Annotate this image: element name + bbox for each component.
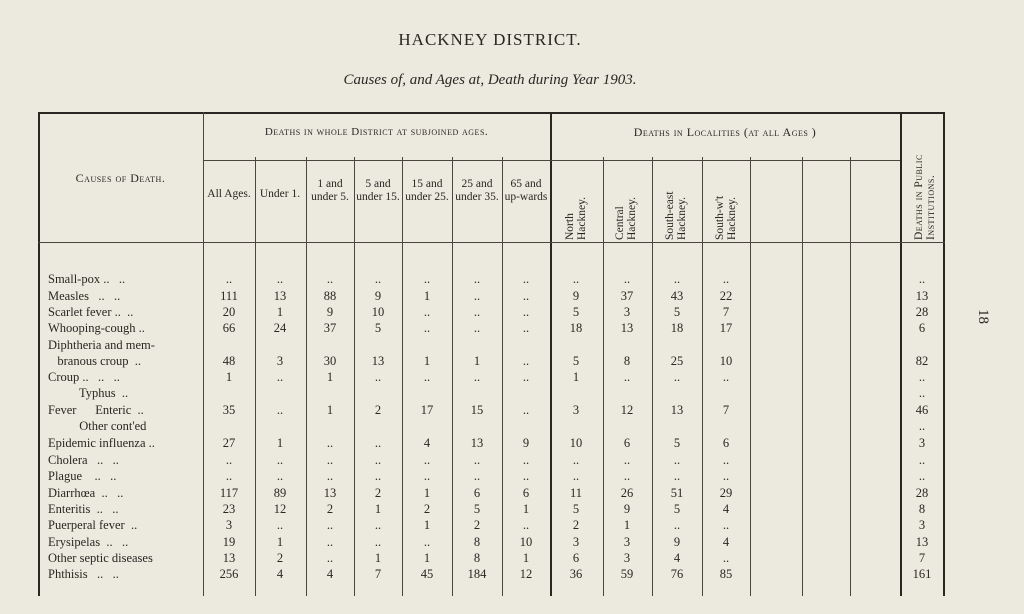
cell-value: .. bbox=[673, 453, 681, 467]
cause-label: Erysipelas .. .. bbox=[48, 535, 129, 549]
cell-value: .. bbox=[673, 272, 681, 286]
cell-value: 13 bbox=[470, 436, 484, 450]
cell-value: 1 bbox=[374, 551, 382, 565]
cell-value: 13 bbox=[620, 321, 634, 335]
table-row bbox=[38, 354, 945, 369]
cell-value: 2 bbox=[374, 486, 382, 500]
cell-value: .. bbox=[423, 321, 431, 335]
cell-value: 46 bbox=[915, 403, 929, 417]
cell-value: .. bbox=[722, 272, 730, 286]
age-header-5to15: 5 and under 15. bbox=[356, 178, 400, 203]
cell-value: .. bbox=[473, 453, 481, 467]
cell-value: .. bbox=[374, 535, 382, 549]
cell-value: .. bbox=[522, 403, 530, 417]
cause-label: branous croup .. bbox=[48, 354, 142, 368]
age-header-25to35: 25 and under 35. bbox=[455, 178, 499, 203]
cell-value: 82 bbox=[915, 354, 929, 368]
table-row bbox=[38, 386, 945, 401]
cell-value: .. bbox=[473, 370, 481, 384]
cell-value: 22 bbox=[719, 289, 733, 303]
cell-value: 4 bbox=[326, 567, 334, 581]
cell-value: 5 bbox=[572, 305, 580, 319]
cell-value: 13 bbox=[915, 289, 929, 303]
cell-value: 3 bbox=[572, 535, 580, 549]
cell-value: 6 bbox=[473, 486, 481, 500]
cell-value: .. bbox=[225, 453, 233, 467]
cell-value: 2 bbox=[326, 502, 334, 516]
cell-value: 1 bbox=[572, 370, 580, 384]
cell-value: .. bbox=[374, 518, 382, 532]
cell-value: 3 bbox=[225, 518, 233, 532]
cell-value: 1 bbox=[423, 518, 431, 532]
cell-value: 1 bbox=[473, 354, 481, 368]
cell-value: 1 bbox=[423, 486, 431, 500]
cell-value: .. bbox=[423, 305, 431, 319]
cell-value: 85 bbox=[719, 567, 733, 581]
cell-value: 51 bbox=[670, 486, 684, 500]
cell-value: 8 bbox=[623, 354, 631, 368]
cell-value: 24 bbox=[273, 321, 287, 335]
cause-label: Puerperal fever .. bbox=[48, 518, 138, 532]
cell-value: .. bbox=[423, 370, 431, 384]
cell-value: 2 bbox=[572, 518, 580, 532]
cell-value: .. bbox=[473, 305, 481, 319]
cell-value: .. bbox=[276, 469, 284, 483]
cell-value: .. bbox=[623, 370, 631, 384]
cell-value: .. bbox=[522, 272, 530, 286]
cell-value: .. bbox=[623, 272, 631, 286]
cell-value: .. bbox=[673, 469, 681, 483]
cell-value: 13 bbox=[670, 403, 684, 417]
cell-value: 9 bbox=[326, 305, 334, 319]
cell-value: 23 bbox=[222, 502, 236, 516]
cell-value: 7 bbox=[722, 305, 730, 319]
cell-value: 3 bbox=[918, 436, 926, 450]
table-row bbox=[38, 305, 945, 320]
cell-value: 3 bbox=[623, 535, 631, 549]
cause-label: Other septic diseases bbox=[48, 551, 153, 565]
cell-value: .. bbox=[722, 370, 730, 384]
cell-value: .. bbox=[522, 354, 530, 368]
cell-value: 2 bbox=[473, 518, 481, 532]
cell-value: .. bbox=[673, 370, 681, 384]
cell-value: 111 bbox=[220, 289, 238, 303]
locality-header-north: North Hackney. bbox=[564, 197, 588, 240]
cell-value: 6 bbox=[918, 321, 926, 335]
table-row bbox=[38, 403, 945, 418]
cell-value: 256 bbox=[219, 567, 239, 581]
cell-value: 19 bbox=[222, 535, 236, 549]
cell-value: 29 bbox=[719, 486, 733, 500]
cell-value: 76 bbox=[670, 567, 684, 581]
cell-value: 1 bbox=[522, 551, 530, 565]
cause-label: Epidemic influenza .. bbox=[48, 436, 155, 450]
cell-value: 1 bbox=[276, 305, 284, 319]
cell-value: 25 bbox=[670, 354, 684, 368]
cause-label: Other cont'ed bbox=[48, 419, 147, 433]
cell-value: .. bbox=[918, 419, 926, 433]
cell-value: 30 bbox=[323, 354, 337, 368]
cell-value: .. bbox=[473, 272, 481, 286]
cell-value: .. bbox=[473, 469, 481, 483]
cause-label: Cholera .. .. bbox=[48, 453, 119, 467]
table-row bbox=[38, 486, 945, 501]
cell-value: .. bbox=[326, 469, 334, 483]
cell-value: 89 bbox=[273, 486, 287, 500]
cell-value: 88 bbox=[323, 289, 337, 303]
cell-value: 161 bbox=[912, 567, 932, 581]
cause-label: Diphtheria and mem- bbox=[48, 338, 155, 352]
table-row bbox=[38, 469, 945, 484]
header-rule bbox=[550, 160, 900, 161]
cell-value: 1 bbox=[276, 535, 284, 549]
page-subtitle: Causes of, and Ages at, Death during Year 1903. bbox=[343, 72, 637, 88]
cell-value: .. bbox=[918, 453, 926, 467]
cell-value: 4 bbox=[276, 567, 284, 581]
cell-value: 2 bbox=[276, 551, 284, 565]
cell-value: 18 bbox=[569, 321, 583, 335]
cell-value: 8 bbox=[918, 502, 926, 516]
cell-value: 1 bbox=[326, 403, 334, 417]
cell-value: 17 bbox=[420, 403, 434, 417]
cell-value: 9 bbox=[572, 289, 580, 303]
cell-value: .. bbox=[522, 305, 530, 319]
cell-value: 6 bbox=[522, 486, 530, 500]
cell-value: .. bbox=[326, 518, 334, 532]
cell-value: 59 bbox=[620, 567, 634, 581]
cell-value: 117 bbox=[219, 486, 239, 500]
cause-label: Measles .. .. bbox=[48, 289, 121, 303]
cell-value: 12 bbox=[273, 502, 287, 516]
page-title: HACKNEY DISTRICT. bbox=[398, 30, 582, 49]
age-header-65up: 65 and up-wards bbox=[504, 178, 548, 203]
table-row bbox=[38, 535, 945, 550]
cause-label: Scarlet fever .. .. bbox=[48, 305, 134, 319]
cell-value: 5 bbox=[572, 354, 580, 368]
cell-value: 6 bbox=[623, 436, 631, 450]
cause-label: Enteritis .. .. bbox=[48, 502, 119, 516]
cell-value: .. bbox=[572, 272, 580, 286]
cell-value: 13 bbox=[222, 551, 236, 565]
mortality-table bbox=[38, 112, 945, 596]
cause-label: Plague .. .. bbox=[48, 469, 117, 483]
table-row bbox=[38, 289, 945, 304]
cause-label: Croup .. .. .. bbox=[48, 370, 120, 384]
cell-value: .. bbox=[572, 453, 580, 467]
cell-value: .. bbox=[326, 535, 334, 549]
cell-value: .. bbox=[374, 436, 382, 450]
cause-label: Fever Enteric .. bbox=[48, 403, 144, 417]
cell-value: .. bbox=[722, 551, 730, 565]
cell-value: 4 bbox=[673, 551, 681, 565]
cell-value: 37 bbox=[323, 321, 337, 335]
cell-value: 8 bbox=[473, 535, 481, 549]
cell-value: 5 bbox=[673, 305, 681, 319]
cell-value: .. bbox=[473, 321, 481, 335]
cell-value: 9 bbox=[522, 436, 530, 450]
page-number: 18 bbox=[975, 309, 991, 324]
cell-value: 5 bbox=[673, 502, 681, 516]
age-header-15to25: 15 and under 25. bbox=[405, 178, 449, 203]
cell-value: 37 bbox=[620, 289, 634, 303]
cell-value: .. bbox=[423, 272, 431, 286]
cell-value: .. bbox=[276, 518, 284, 532]
cell-value: .. bbox=[522, 453, 530, 467]
cell-value: .. bbox=[522, 518, 530, 532]
table-row bbox=[38, 502, 945, 517]
cell-value: 18 bbox=[670, 321, 684, 335]
causes-header: Causes of Death. bbox=[75, 171, 166, 185]
cell-value: 1 bbox=[326, 370, 334, 384]
localities-header: Deaths in Localities (at all Ages ) bbox=[633, 125, 817, 139]
cell-value: .. bbox=[522, 321, 530, 335]
cell-value: .. bbox=[522, 370, 530, 384]
cell-value: .. bbox=[326, 551, 334, 565]
cell-value: .. bbox=[423, 469, 431, 483]
cell-value: 36 bbox=[569, 567, 583, 581]
cell-value: 7 bbox=[374, 567, 382, 581]
cell-value: 4 bbox=[722, 535, 730, 549]
cell-value: 5 bbox=[374, 321, 382, 335]
table-row bbox=[38, 338, 945, 353]
cell-value: 4 bbox=[722, 502, 730, 516]
cell-value: 184 bbox=[467, 567, 487, 581]
cell-value: 3 bbox=[623, 305, 631, 319]
cell-value: .. bbox=[473, 289, 481, 303]
cell-value: .. bbox=[326, 272, 334, 286]
locality-header-southwest: South-w't Hackney. bbox=[714, 195, 738, 240]
cell-value: .. bbox=[623, 453, 631, 467]
cell-value: .. bbox=[225, 272, 233, 286]
cell-value: .. bbox=[276, 453, 284, 467]
cell-value: .. bbox=[374, 370, 382, 384]
age-header-1to5: 1 and under 5. bbox=[311, 178, 349, 203]
cell-value: 28 bbox=[915, 305, 929, 319]
cell-value: 1 bbox=[374, 502, 382, 516]
cell-value: 28 bbox=[915, 486, 929, 500]
cell-value: 35 bbox=[222, 403, 236, 417]
cause-label: Typhus .. bbox=[48, 386, 129, 400]
cause-label: Small-pox .. .. bbox=[48, 272, 126, 286]
cell-value: .. bbox=[276, 272, 284, 286]
cell-value: 10 bbox=[719, 354, 733, 368]
age-header-under1: Under 1. bbox=[259, 188, 301, 200]
cause-label: Whooping-cough .. bbox=[48, 321, 145, 335]
cell-value: 43 bbox=[670, 289, 684, 303]
cell-value: 11 bbox=[569, 486, 583, 500]
table-row bbox=[38, 370, 945, 385]
locality-header-central: Central Hackney. bbox=[614, 197, 638, 240]
cell-value: 5 bbox=[572, 502, 580, 516]
cell-value: 9 bbox=[623, 502, 631, 516]
table-top-rule bbox=[38, 112, 945, 114]
cell-value: 1 bbox=[276, 436, 284, 450]
cell-value: .. bbox=[374, 469, 382, 483]
cell-value: 15 bbox=[470, 403, 484, 417]
cell-value: .. bbox=[225, 469, 233, 483]
cell-value: 9 bbox=[374, 289, 382, 303]
cell-value: 1 bbox=[225, 370, 233, 384]
cell-value: 7 bbox=[918, 551, 926, 565]
cell-value: .. bbox=[423, 453, 431, 467]
cell-value: 12 bbox=[519, 567, 533, 581]
cell-value: .. bbox=[522, 289, 530, 303]
cell-value: 1 bbox=[423, 289, 431, 303]
cell-value: 20 bbox=[222, 305, 236, 319]
cause-label: Diarrhœa .. .. bbox=[48, 486, 124, 500]
locality-header-southeast: South-east Hackney. bbox=[664, 191, 688, 240]
cell-value: .. bbox=[276, 403, 284, 417]
age-header-all: All Ages. bbox=[207, 188, 251, 200]
cell-value: .. bbox=[722, 518, 730, 532]
cell-value: 4 bbox=[423, 436, 431, 450]
cell-value: 6 bbox=[572, 551, 580, 565]
cell-value: 13 bbox=[323, 486, 337, 500]
cell-value: 45 bbox=[420, 567, 434, 581]
header-rule bbox=[203, 160, 550, 161]
table-row bbox=[38, 567, 945, 582]
whole-district-header: Deaths in whole District at subjoined ages. bbox=[264, 126, 489, 138]
cell-value: .. bbox=[374, 453, 382, 467]
cell-value: 8 bbox=[473, 551, 481, 565]
cell-value: 48 bbox=[222, 354, 236, 368]
cell-value: 2 bbox=[423, 502, 431, 516]
cell-value: 17 bbox=[719, 321, 733, 335]
cell-value: 1 bbox=[522, 502, 530, 516]
cell-value: 7 bbox=[722, 403, 730, 417]
cell-value: 26 bbox=[620, 486, 634, 500]
table-row bbox=[38, 419, 945, 434]
cell-value: 12 bbox=[620, 403, 634, 417]
cell-value: 10 bbox=[519, 535, 533, 549]
cell-value: 3 bbox=[623, 551, 631, 565]
cell-value: 13 bbox=[915, 535, 929, 549]
table-row bbox=[38, 518, 945, 533]
cell-value: .. bbox=[326, 453, 334, 467]
cell-value: 66 bbox=[222, 321, 236, 335]
cell-value: .. bbox=[326, 436, 334, 450]
cell-value: 2 bbox=[374, 403, 382, 417]
cell-value: .. bbox=[374, 272, 382, 286]
cell-value: 10 bbox=[569, 436, 583, 450]
cell-value: 3 bbox=[572, 403, 580, 417]
cell-value: 3 bbox=[276, 354, 284, 368]
cell-value: 1 bbox=[423, 354, 431, 368]
table-row bbox=[38, 321, 945, 336]
cell-value: .. bbox=[918, 469, 926, 483]
cell-value: .. bbox=[918, 370, 926, 384]
table-row bbox=[38, 551, 945, 566]
cause-label: Phthisis .. .. bbox=[48, 567, 119, 581]
cell-value: .. bbox=[423, 535, 431, 549]
cell-value: 3 bbox=[918, 518, 926, 532]
cell-value: 13 bbox=[273, 289, 287, 303]
cell-value: 9 bbox=[673, 535, 681, 549]
cell-value: .. bbox=[276, 370, 284, 384]
cell-value: 6 bbox=[722, 436, 730, 450]
cell-value: .. bbox=[722, 453, 730, 467]
table-row bbox=[38, 453, 945, 468]
cell-value: .. bbox=[623, 469, 631, 483]
cell-value: .. bbox=[522, 469, 530, 483]
cell-value: .. bbox=[673, 518, 681, 532]
table-row bbox=[38, 272, 945, 287]
header-bottom-rule bbox=[38, 242, 945, 243]
cell-value: .. bbox=[572, 469, 580, 483]
cell-value: 1 bbox=[423, 551, 431, 565]
cell-value: 13 bbox=[371, 354, 385, 368]
cell-value: 27 bbox=[222, 436, 236, 450]
cell-value: 5 bbox=[473, 502, 481, 516]
table-row bbox=[38, 436, 945, 451]
cell-value: .. bbox=[918, 272, 926, 286]
cell-value: 1 bbox=[623, 518, 631, 532]
cell-value: .. bbox=[722, 469, 730, 483]
cell-value: 10 bbox=[371, 305, 385, 319]
cell-value: 5 bbox=[673, 436, 681, 450]
cell-value: .. bbox=[918, 386, 926, 400]
public-institutions-header: Deaths in Public Institutions. bbox=[913, 154, 937, 240]
